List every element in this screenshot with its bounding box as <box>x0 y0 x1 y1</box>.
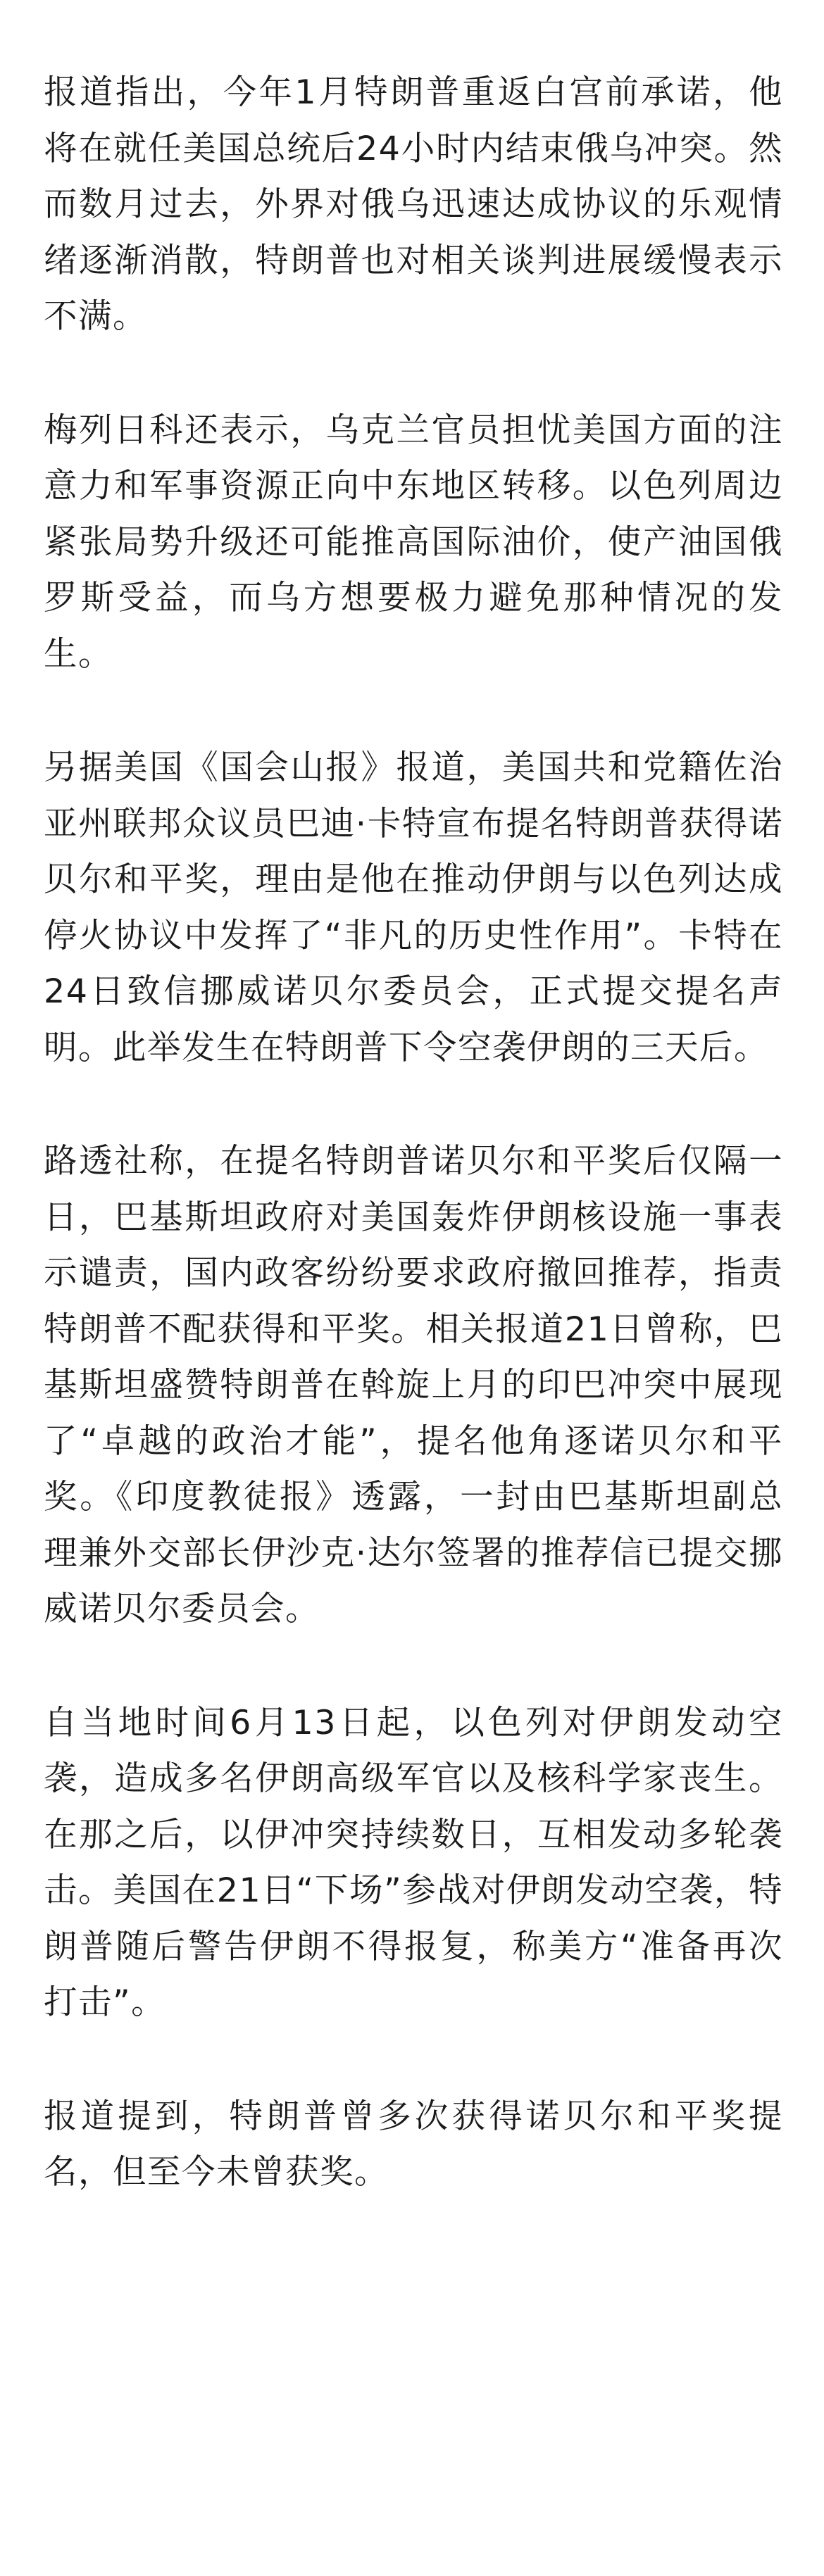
paragraph-4: 路透社称，在提名特朗普诺贝尔和平奖后仅隔一日，巴基斯坦政府对美国轰炸伊朗核设施一事表示谴责，国内政客纷纷要求政府撤回推荐，指责特朗普不配获得和平奖。相关报道21日曾称，巴基斯坦盛赞特朗普在斡旋上月的印巴冲突中展现了“卓越的政治才能”，提名他角逐诺贝尔和平奖。《印度教徒报》透露，一封由巴基斯坦副总理兼外交部长伊沙克·达尔签署的推荐信已提交挪威诺贝尔委员会。 <box>44 1142 783 1628</box>
paragraph-3: 另据美国《国会山报》报道，美国共和党籍佐治亚州联邦众议员巴迪·卡特宣布提名特朗普获得诺贝尔和平奖，理由是他在推动伊朗与以色列达成停火协议中发挥了“非凡的历史性作用”。卡特在24日致信挪威诺贝尔委员会，正式提交提名声明。此举发生在特朗普下令空袭伊朗的三天后。 <box>44 748 783 1067</box>
paragraph-2: 梅列日科还表示，乌克兰官员担忧美国方面的注意力和军事资源正向中东地区转移。以色列周边紧张局势升级还可能推高国际油价，使产油国俄罗斯受益，而乌方想要极力避免那种情况的发生。 <box>44 410 783 674</box>
paragraph-6: 报道提到，特朗普曾多次获得诺贝尔和平奖提名，但至今未曾获奖。 <box>44 2097 783 2192</box>
paragraph-5: 自当地时间6月13日起，以色列对伊朗发动空袭，造成多名伊朗高级军官以及核科学家丧生。在那之后，以伊冲突持续数日，互相发动多轮袭击。美国在21日“下场”参战对伊朗发动空袭，特朗普随后警告伊朗不得报复，称美方“准备再次打击”。 <box>44 1703 783 2022</box>
paragraph-1: 报道指出，今年1月特朗普重返白宫前承诺，他将在就任美国总统后24小时内结束俄乌冲突。然而数月过去，外界对俄乌迅速达成协议的乐观情绪逐渐消散，特朗普也对相关谈判进展缓慢表示不满。 <box>44 73 783 336</box>
article-body <box>44 65 783 2201</box>
